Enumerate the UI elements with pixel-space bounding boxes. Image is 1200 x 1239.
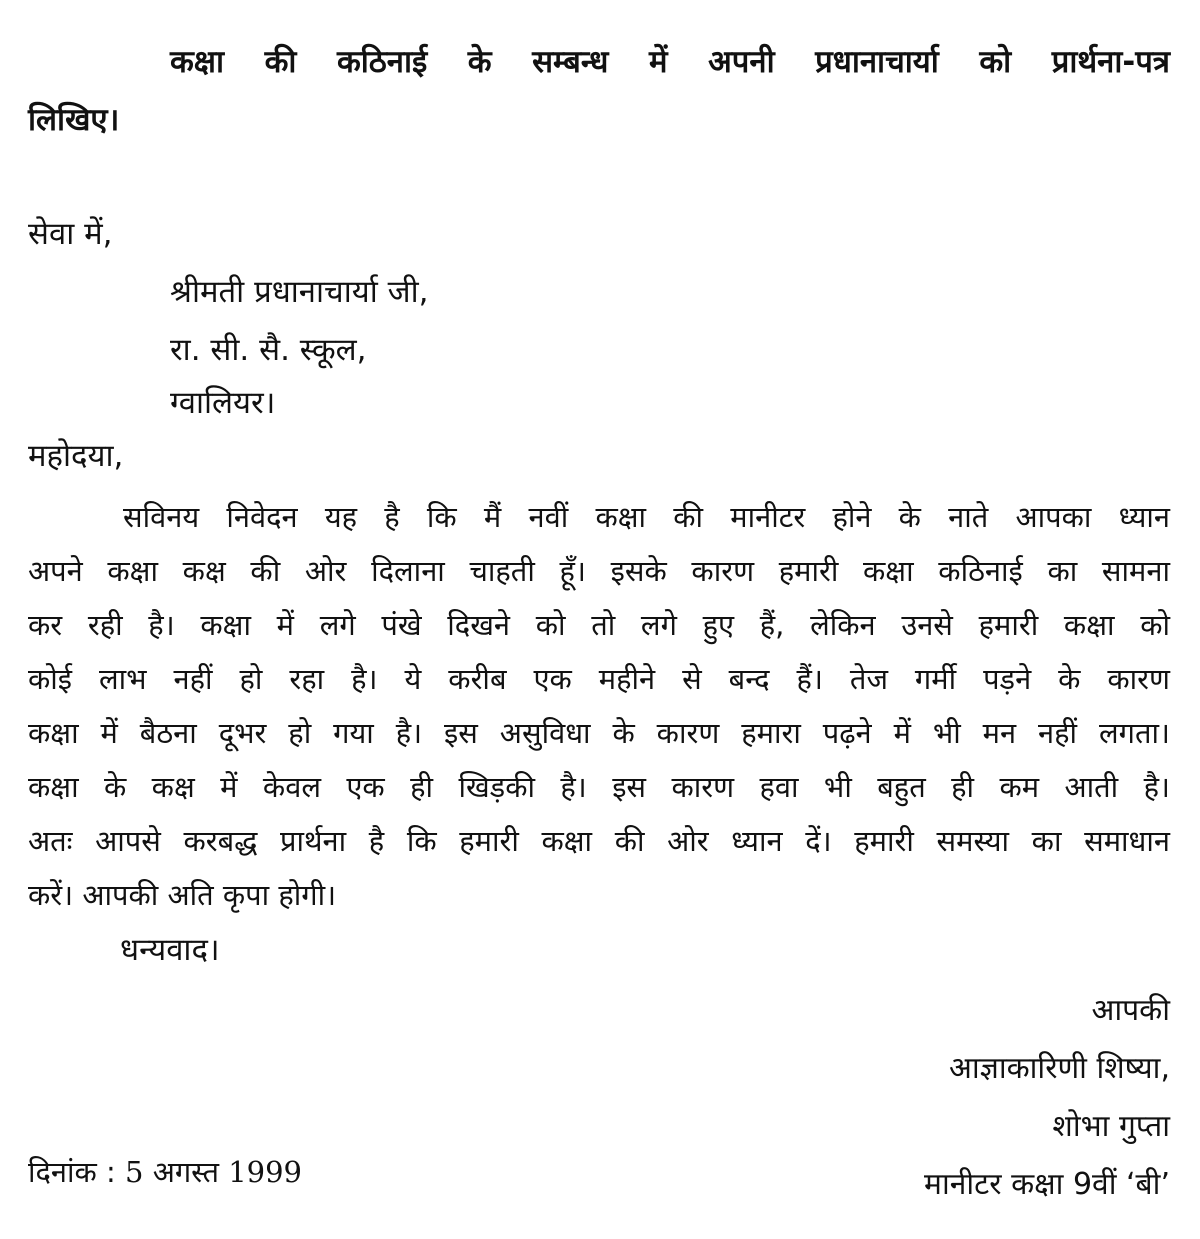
thanks-text: धन्यवाद। <box>120 932 220 968</box>
obedient-student-text: आज्ञाकारिणी शिष्या, <box>948 1051 1170 1086</box>
date-year: 1999 <box>228 1155 303 1189</box>
signature-block <box>924 982 1170 1214</box>
heading-line-1: कक्षा की कठिनाई के सम्बन्ध में अपनी प्रधानाचार्या को प्रार्थना-पत्र <box>170 44 1170 80</box>
body-line: कोई लाभ नहीं हो रहा है। ये करीब एक महीने से बन्द हैं। तेज गर्मी पड़ने के कारण <box>28 662 1170 696</box>
date-month: अगस्त <box>152 1155 219 1189</box>
date-label: दिनांक <box>28 1155 97 1189</box>
date-separator: : <box>106 1155 116 1189</box>
address-line-1: श्रीमती प्रधानाचार्या जी, <box>170 274 429 310</box>
address-line-3: ग्वालियर। <box>170 385 276 421</box>
body-line: कक्षा में बैठना दूभर हो गया है। इस असुविधा के कारण हमारा पढ़ने में भी मन नहीं लगता। <box>28 716 1170 750</box>
address-to: सेवा में, <box>28 216 113 252</box>
body-line: करें। आपकी अति कृपा होगी। <box>28 878 337 912</box>
body-line: कर रही है। कक्षा में लगे पंखे दिखने को तो लगे हुए हैं, लेकिन उनसे हमारी कक्षा को <box>28 608 1170 642</box>
sender-name: शोभा गुप्ता <box>1052 1109 1170 1144</box>
letter-body <box>28 490 1170 922</box>
greeting: महोदया, <box>28 438 124 474</box>
heading-line-2: लिखिए। <box>28 102 120 138</box>
sender-designation: मानीटर कक्षा 9वीं ‘बी’ <box>924 1167 1170 1202</box>
body-line: अतः आपसे करबद्ध प्रार्थना है कि हमारी कक्षा की ओर ध्यान दें। हमारी समस्या का समाधान <box>28 824 1170 858</box>
date-line <box>28 1152 302 1192</box>
body-line: सविनय निवेदन यह है कि मैं नवीं कक्षा की मानीटर होने के नाते आपका ध्यान <box>123 500 1170 534</box>
body-line: कक्षा के कक्ष में केवल एक ही खिड़की है। इस कारण हवा भी बहुत ही कम आती है। <box>28 770 1170 804</box>
address-line-2: रा. सी. सै. स्कूल, <box>170 332 367 368</box>
yours-text: आपकी <box>1091 993 1170 1028</box>
date-day: 5 <box>125 1155 144 1189</box>
body-line: अपने कक्षा कक्ष की ओर दिलाना चाहती हूँ। इसके कारण हमारी कक्षा कठिनाई का सामना <box>28 554 1170 588</box>
